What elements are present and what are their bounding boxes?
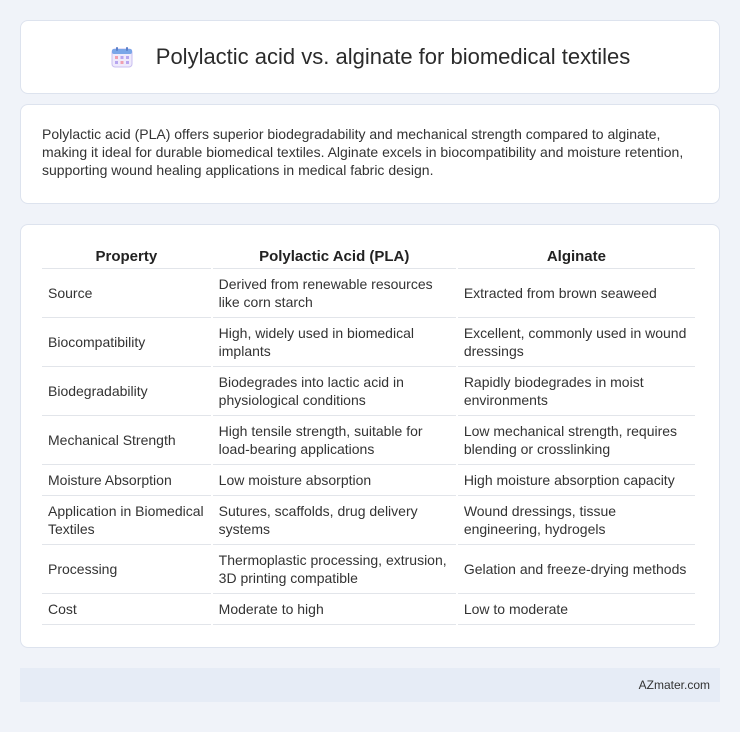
header-pla: Polylactic Acid (PLA) [213,245,456,269]
cell-pla: Sutures, scaffolds, drug delivery systems [213,496,456,545]
cell-pla: Biodegrades into lactic acid in physiological conditions [213,367,456,416]
summary-text: Polylactic acid (PLA) offers superior biodegradability and mechanical strength compared to alginate, making it ideal for durable biomedical textiles. Alginate excels in biocompatibility and moisture retention, supporting wound healing applications in medical fabric design. [42,126,684,178]
cell-alginate: Gelation and freeze-drying methods [458,545,695,594]
cell-alginate: Low to moderate [458,594,695,625]
cell-pla: Thermoplastic processing, extrusion, 3D printing compatible [213,545,456,594]
cell-alginate: Extracted from brown seaweed [458,269,695,318]
table-row [42,318,695,367]
table-row [42,545,695,594]
cell-alginate: High moisture absorption capacity [458,465,695,496]
table-row [42,465,695,496]
header-property: Property [42,245,211,269]
cell-property: Cost [42,594,211,625]
table-row [42,367,695,416]
table-row [42,594,695,625]
cell-property: Biocompatibility [42,318,211,367]
title-card [20,20,720,94]
cell-alginate: Wound dressings, tissue engineering, hydrogels [458,496,695,545]
cell-pla: Derived from renewable resources like corn starch [213,269,456,318]
cell-property: Mechanical Strength [42,416,211,465]
footer-brand[interactable]: AZmater.com [638,678,710,692]
cell-pla: Low moisture absorption [213,465,456,496]
cell-pla: High, widely used in biomedical implants [213,318,456,367]
cell-property: Moisture Absorption [42,465,211,496]
comparison-table-card [20,224,720,648]
header-alginate: Alginate [458,245,695,269]
page-title: Polylactic acid vs. alginate for biomedical textiles [155,44,631,69]
cell-property: Biodegradability [42,367,211,416]
cell-pla: High tensile strength, suitable for load-bearing applications [213,416,456,465]
cell-alginate: Excellent, commonly used in wound dressings [458,318,695,367]
cell-property: Application in Biomedical Textiles [42,496,211,545]
cell-property: Processing [42,545,211,594]
summary-card [20,104,720,204]
cell-pla: Moderate to high [213,594,456,625]
calendar-icon [110,45,134,69]
comparison-table [40,245,697,625]
footer [20,668,720,702]
table-row [42,496,695,545]
cell-property: Source [42,269,211,318]
table-row [42,416,695,465]
table-row [42,269,695,318]
cell-alginate: Low mechanical strength, requires blending or crosslinking [458,416,695,465]
cell-alginate: Rapidly biodegrades in moist environments [458,367,695,416]
table-header-row [42,245,695,269]
